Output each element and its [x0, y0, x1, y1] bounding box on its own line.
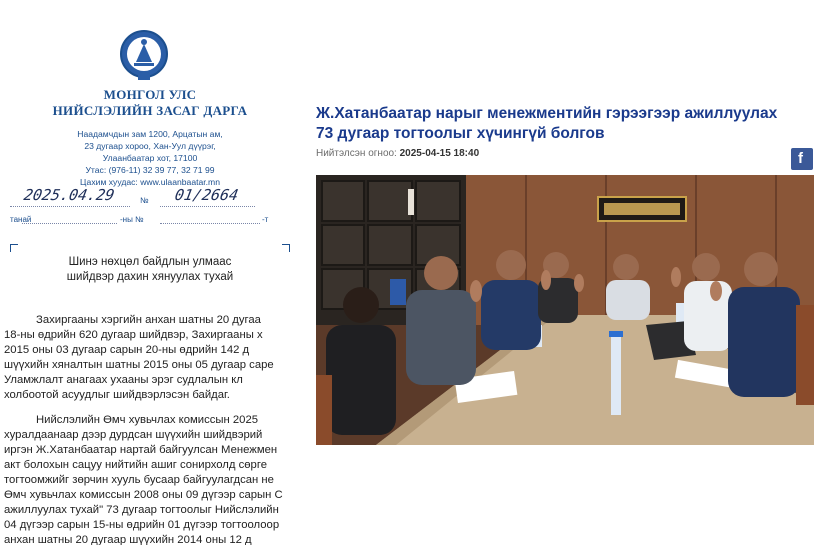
subject-corner-mark-left — [10, 244, 18, 252]
letter-body-line: Өмч хувьчлах комиссын 2008 оны 09 дүгээр сарын С — [4, 489, 283, 501]
letterhead-country: МОНГОЛ УЛС — [103, 87, 197, 102]
letter-subject-line: Шинэ нөхцөл байдлын улмаас — [68, 256, 232, 268]
handwritten-letter-number: 01/2664 — [173, 186, 240, 204]
letter-body-line: Нийслэлийн Өмч хувьчлах комиссын 2025 — [36, 414, 259, 426]
letter-body-line: акт болохын сацуу нийтийн ашиг сонирхолд сөрге — [4, 459, 267, 471]
letterhead-address-line: Улаанбаатар хот, 17100 — [102, 153, 198, 163]
letterhead-address-line: Наадамчдын зам 1200, Арцатын ам, — [77, 129, 223, 139]
date-dotted-line — [10, 206, 130, 207]
reference-dotted-line — [22, 223, 117, 224]
letter-body-line: Уламжлалт анагаах ухааны эрэг судлалын кл — [4, 374, 243, 386]
article-meta — [316, 148, 479, 159]
letter-body-line: холбоотой асуудлыг шийдвэрлэсэн байдаг. — [4, 389, 230, 401]
letterhead-organization: НИЙСЛЭЛИЙН ЗАСАГ ДАРГА — [52, 103, 248, 118]
subject-corner-mark-right — [282, 244, 290, 252]
reference-suffix-label: -т — [262, 215, 269, 224]
reference-number-label: -ны № — [120, 215, 144, 224]
reference-number-dotted-line — [160, 223, 260, 224]
letter-body-line: хуралдаанаар дээр дурдсан шүүхийн шийдвэрий — [4, 429, 263, 441]
letterhead-phone: Утас: (976-11) 32 39 77, 32 71 99 — [85, 165, 215, 175]
facebook-share-button[interactable] — [791, 148, 813, 170]
official-letter-scan — [0, 0, 300, 545]
news-article — [300, 0, 820, 545]
letter-body-line: 2015 оны 03 дугаар сарын 20-ны өдрийн 142 д — [4, 344, 250, 356]
meeting-room-illustration — [316, 175, 814, 445]
letterhead-website: Цахим хуудас: www.ulaanbaatar.mn — [80, 177, 220, 187]
letterhead-address-line: 23 дугаар хороо, Хан-Уул дүүрэг, — [84, 141, 216, 151]
letter-subject-line: шийдвэр дахин хянуулах тухай — [66, 271, 234, 283]
letter-body-line: анхан шатны 20 дугаар шүүхийн 2014 оны 12 д — [4, 534, 252, 545]
letter-body-line: ажиллуулах тухай" 73 дугаар тогтоолыг Нийслэлийн — [4, 504, 279, 516]
letter-body-line: шүүхийн хяналтын шатны 2015 оны 05 дугаар саре — [4, 359, 274, 371]
published-datetime: 2025-04-15 18:40 — [399, 148, 480, 159]
letter-body-line: тогтоомжийг зөрчин хууль бусаар байгуулагдсан не — [4, 474, 274, 486]
number-dotted-line — [160, 206, 255, 207]
handwritten-date: 2025.04.29 — [22, 186, 116, 204]
published-label: Нийтэлсэн огноо: — [316, 148, 397, 159]
letter-body-line: 18-ны өдрийн 620 дугаар шийдвэр, Захиргааны х — [4, 329, 263, 341]
letter-body-line: 04 дүгээр сарын 15-ны өдрийн 01 дүгээр тогтоолоор — [4, 519, 280, 531]
article-headline[interactable]: Ж.Хатанбаатар нарыг менежментийн гэрээгээр ажиллуулах 73 дугаар тогтоолыг хүчингүй болгов — [316, 105, 778, 142]
letter-body-line: Захиргааны хэргийн анхан шатны 20 дугаа — [36, 314, 261, 326]
reference-label: танай — [10, 215, 32, 224]
facebook-icon: f — [798, 150, 803, 167]
number-label: № — [140, 196, 149, 205]
mongolia-state-emblem-icon — [118, 26, 170, 82]
article-photo-meeting — [316, 175, 814, 445]
letter-body-line: иргэн Ж.Хатанбаатар нартай байгуулсан Менежмен — [4, 444, 278, 456]
